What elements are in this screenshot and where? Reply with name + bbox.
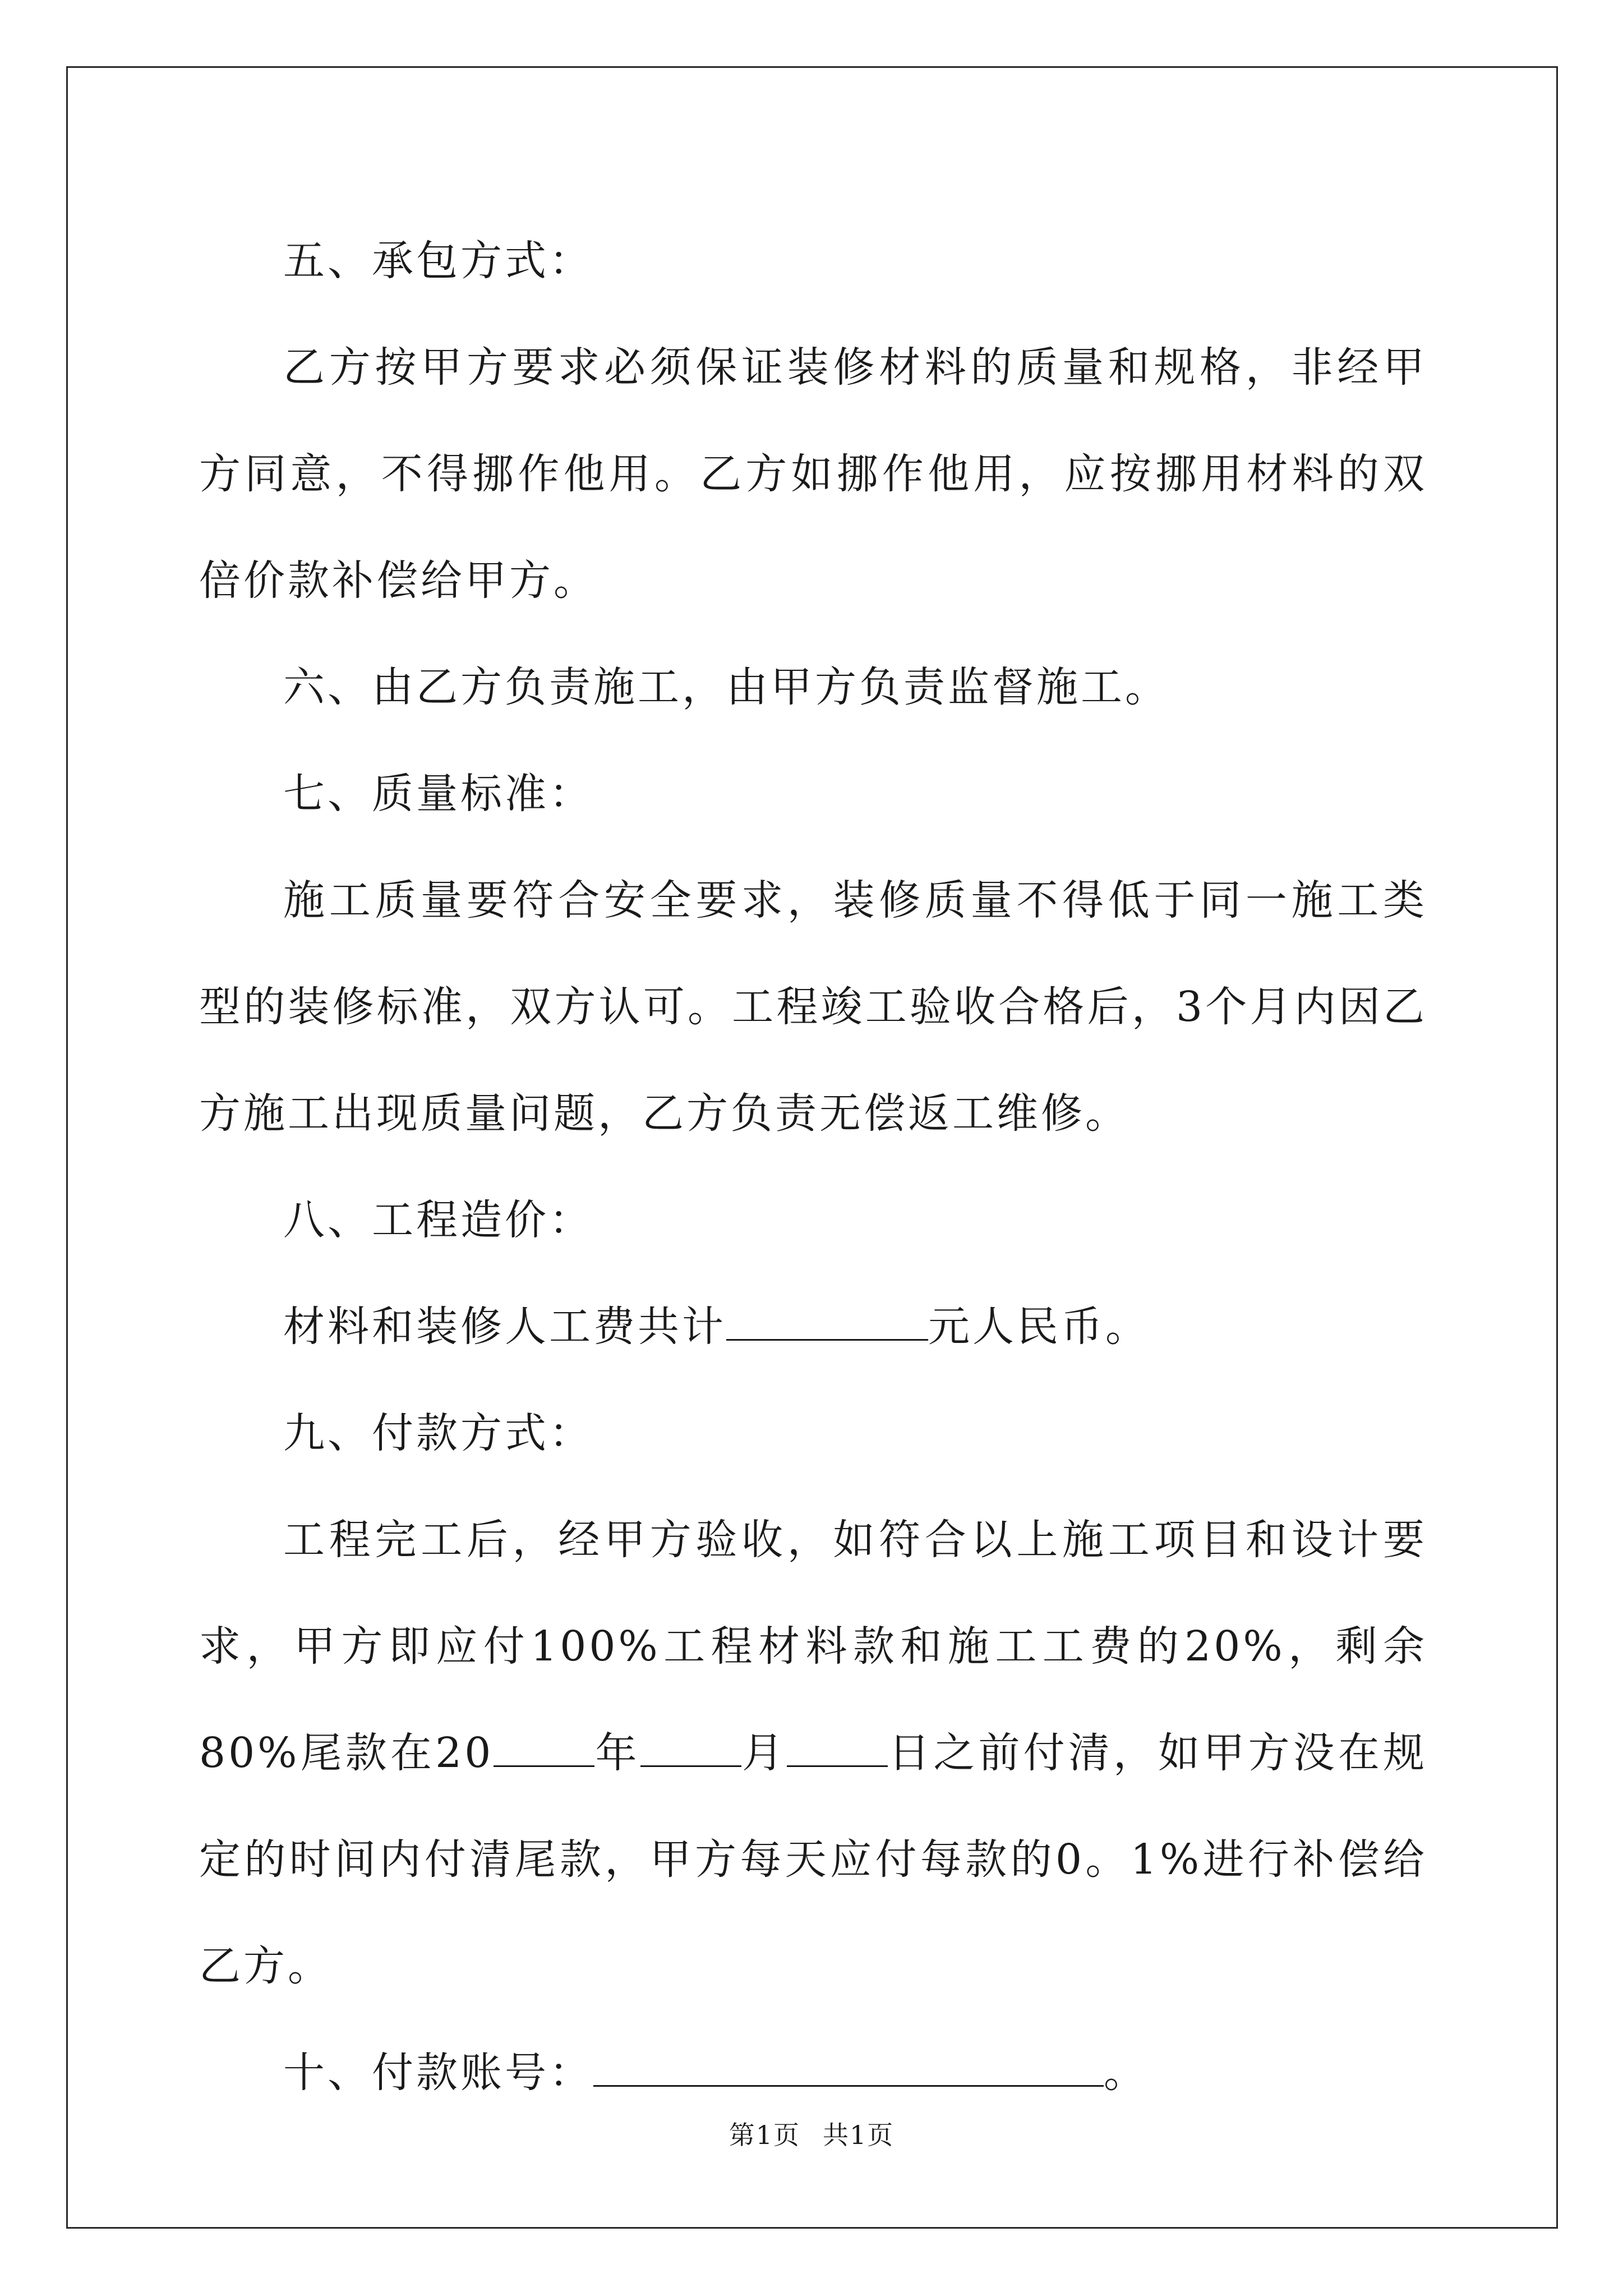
section-9-month-label: 月: [741, 1729, 787, 1777]
section-5-heading: 五、承包方式：: [283, 237, 593, 285]
section-7-body: 施工质量要符合安全要求，装修质量不得低于同一施工类型的装修标准，双方认可。工程竣工验收合格后，3个月内因乙方施工出现质量问题，乙方负责无偿返工维修。: [199, 876, 1427, 1138]
page-footer: [0, 2115, 1623, 2152]
section-7-heading: 七、质量标准：: [283, 770, 593, 818]
section-10-text-after: 。: [1104, 2049, 1148, 2097]
section-9-text-part2: 日之前付清，如甲方没在规定的时间内付清尾款，甲方每天应付每款的0。1%进行补偿给乙方。: [199, 1729, 1428, 1990]
section-8-text-after: 元人民币。: [928, 1303, 1150, 1351]
section-8-text-before: 材料和装修人工费共计: [283, 1303, 726, 1351]
page-number: 第1页: [728, 2120, 800, 2150]
section-8-heading: 八、工程造价：: [283, 1196, 593, 1244]
day-blank: [787, 1731, 888, 1767]
section-5-body: 乙方按甲方要求必须保证装修材料的质量和规格，非经甲方同意，不得挪作他用。乙方如挪作他用，应按挪用材料的双倍价款补偿给甲方。: [199, 343, 1427, 605]
account-blank: [593, 2050, 1104, 2087]
month-blank: [640, 1731, 741, 1767]
amount-blank: [726, 1304, 928, 1341]
year-blank: [494, 1731, 594, 1767]
section-10-text-before: 十、付款账号：: [283, 2049, 593, 2097]
section-9-body: [199, 1487, 1427, 2019]
document-body: [199, 208, 1427, 2126]
section-9-text-part1: 工程完工后，经甲方验收，如符合以上施工项目和设计要求，甲方即应付100%工程材料款和施工工费的20%，剩余80%尾款在20: [199, 1516, 1427, 1777]
section-6-heading: 六、由乙方负责施工，由甲方负责监督施工。: [283, 663, 1169, 711]
section-10-heading: [199, 2019, 1427, 2126]
page-total: 共1页: [823, 2120, 895, 2150]
section-9-heading: 九、付款方式：: [283, 1409, 593, 1457]
section-9-year-label: 年: [594, 1729, 640, 1777]
section-8-body: [199, 1273, 1427, 1380]
